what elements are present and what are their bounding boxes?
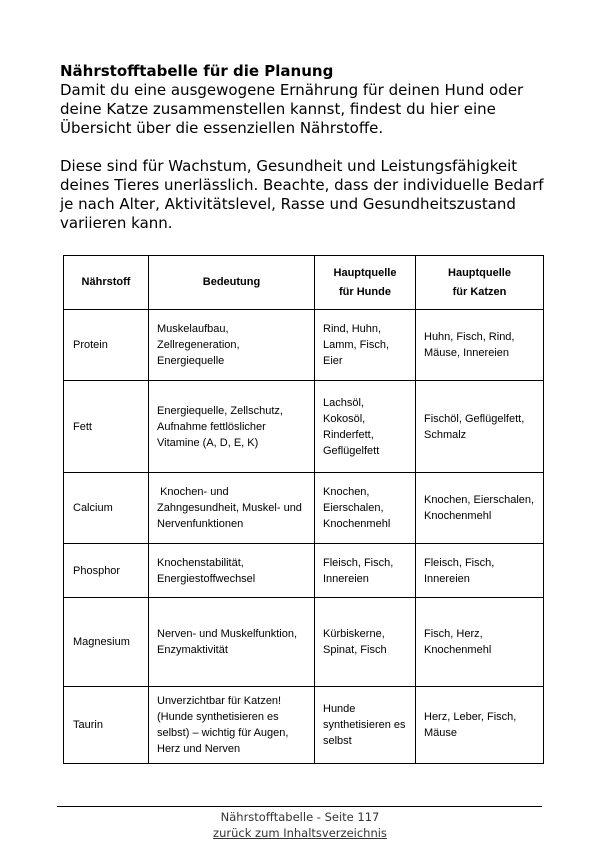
page-title: Nährstofftabelle für die Planung bbox=[60, 62, 334, 80]
intro-section bbox=[60, 62, 550, 233]
cell-quelle-hunde: Hunde synthetisieren es selbst bbox=[315, 687, 416, 764]
header-naehrstoff: Nährstoff bbox=[64, 256, 149, 310]
cell-quelle-katzen: Huhn, Fisch, Rind, Mäuse, Innereien bbox=[416, 310, 544, 381]
header-hunde-line1: Hauptquelle bbox=[333, 266, 397, 279]
cell-quelle-katzen: Herz, Leber, Fisch, Mäuse bbox=[416, 687, 544, 764]
cell-bedeutung: Unverzichtbar für Katzen! (Hunde synthetisieren es selbst) – wichtig für Augen, Herz und Nerven bbox=[149, 687, 315, 764]
cell-bedeutung: Knochen- und Zahngesundheit, Muskel- und Nervenfunktionen bbox=[149, 473, 315, 544]
cell-quelle-hunde: Kürbiskerne, Spinat, Fisch bbox=[315, 598, 416, 687]
page-label: Nährstofftabelle - Seite 117 bbox=[220, 810, 380, 824]
table-row bbox=[64, 598, 544, 687]
footer-divider bbox=[57, 806, 542, 807]
intro-paragraph-1: Damit du eine ausgewogene Ernährung für deinen Hund oder deine Katze zusammenstellen kannst, findest du hier eine Übersicht über die essenziellen Nährstoffe. bbox=[60, 81, 524, 137]
cell-naehrstoff: Magnesium bbox=[64, 598, 149, 687]
cell-naehrstoff: Fett bbox=[64, 381, 149, 473]
header-hauptquelle-hunde bbox=[315, 256, 416, 310]
cell-quelle-katzen: Fischöl, Geflügelfett, Schmalz bbox=[416, 381, 544, 473]
header-katzen-line1: Hauptquelle bbox=[448, 266, 511, 279]
cell-bedeutung: Energiequelle, Zellschutz, Aufnahme fettlöslicher Vitamine (A, D, E, K) bbox=[149, 381, 315, 473]
cell-quelle-katzen: Knochen, Eierschalen, Knochenmehl bbox=[416, 473, 544, 544]
intro-paragraph-2: Diese sind für Wachstum, Gesundheit und Leistungsfähigkeit deines Tieres unerlässlich. Beachte, dass der individuelle Bedarf je nach Alter, Aktivitätslevel, Rasse und Gesundheitszustand variieren kann. bbox=[60, 157, 544, 232]
nutrient-table bbox=[63, 255, 544, 764]
cell-quelle-hunde: Lachsöl, Kokosöl, Rinderfett, Geflügelfett bbox=[315, 381, 416, 473]
cell-quelle-hunde: Fleisch, Fisch, Innereien bbox=[315, 544, 416, 598]
table-row bbox=[64, 544, 544, 598]
header-katzen-line2: für Katzen bbox=[452, 285, 507, 298]
cell-bedeutung: Knochenstabilität, Energiestoffwechsel bbox=[149, 544, 315, 598]
header-hauptquelle-katzen bbox=[416, 256, 544, 310]
toc-link[interactable]: zurück zum Inhaltsverzeichnis bbox=[213, 826, 387, 840]
page-footer bbox=[0, 809, 600, 841]
cell-naehrstoff: Taurin bbox=[64, 687, 149, 764]
cell-quelle-katzen: Fleisch, Fisch, Innereien bbox=[416, 544, 544, 598]
cell-bedeutung: Muskelaufbau, Zellregeneration, Energiequelle bbox=[149, 310, 315, 381]
cell-bedeutung: Nerven- und Muskelfunktion, Enzymaktivität bbox=[149, 598, 315, 687]
cell-quelle-hunde: Rind, Huhn, Lamm, Fisch, Eier bbox=[315, 310, 416, 381]
table-row bbox=[64, 473, 544, 544]
table-row bbox=[64, 310, 544, 381]
cell-quelle-hunde: Knochen, Eierschalen, Knochenmehl bbox=[315, 473, 416, 544]
header-hunde-line2: für Hunde bbox=[339, 285, 391, 298]
table-row bbox=[64, 381, 544, 473]
header-bedeutung: Bedeutung bbox=[149, 256, 315, 310]
cell-quelle-katzen: Fisch, Herz, Knochenmehl bbox=[416, 598, 544, 687]
cell-naehrstoff: Protein bbox=[64, 310, 149, 381]
table-header-row bbox=[64, 256, 544, 310]
cell-naehrstoff: Phosphor bbox=[64, 544, 149, 598]
cell-naehrstoff: Calcium bbox=[64, 473, 149, 544]
table-row bbox=[64, 687, 544, 764]
